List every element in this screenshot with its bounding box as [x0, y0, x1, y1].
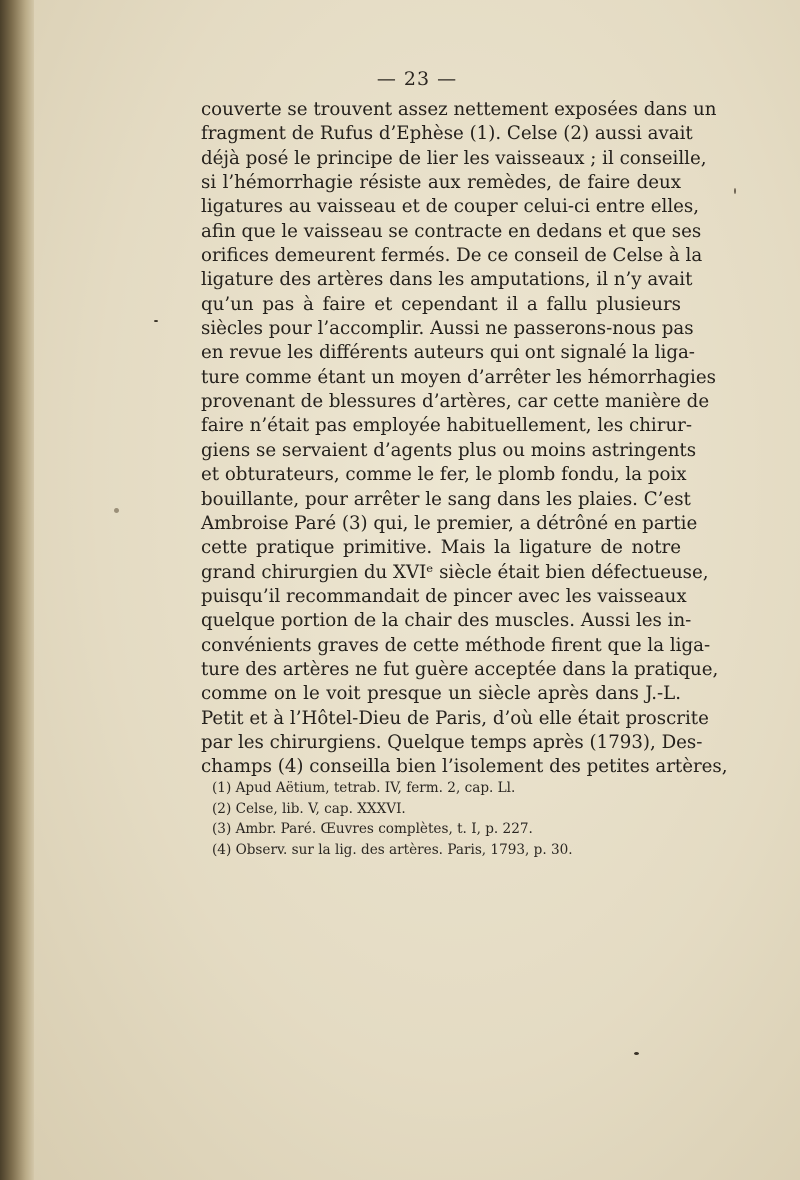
paper-speck: [734, 188, 736, 194]
text-line: orifices demeurent fermés. De ce conseil de Celse à la: [201, 245, 703, 267]
text-line: quelque portion de la chair des muscles. Aussi les in-: [201, 610, 692, 632]
text-line: Ambroise Paré (3) qui, le premier, a détrôné en partie: [201, 512, 698, 534]
text-line: ligatures au vaisseau et de couper celui-ci entre elles,: [201, 196, 700, 218]
text-line: grand chirurgien du XVIᵉ siècle était bien défectueuse,: [201, 561, 709, 583]
text-line: siècles pour l’accomplir. Aussi ne passerons-nous pas: [201, 318, 694, 340]
book-page: [34, 0, 800, 1180]
paper-speck: [154, 320, 158, 322]
text-line: Petit et à l’Hôtel-Dieu de Paris, d’où elle était proscrite: [201, 707, 709, 729]
text-line: ligature des artères dans les amputations, il n’y avait: [201, 269, 693, 291]
text-line: en revue les différents auteurs qui ont signalé la liga-: [201, 342, 695, 364]
text-line: provenant de blessures d’artères, car cette manière de: [201, 391, 710, 413]
footnotes: [212, 778, 682, 860]
text-line: bouillante, pour arrêter le sang dans les plaies. C’est: [201, 488, 691, 510]
text-line: puisqu’il recommandait de pincer avec les vaisseaux: [201, 585, 687, 607]
text-line: cette pratique primitive. Mais la ligature de notre: [201, 537, 681, 559]
scan-binding-edge: [0, 0, 34, 1180]
paper-speck: [114, 508, 119, 513]
text-line: convénients graves de cette méthode firent que la liga-: [201, 634, 711, 656]
text-line: déjà posé le principe de lier les vaisseaux ; il conseille,: [201, 147, 707, 169]
footnote: (2) Celse, lib. V, cap. XXXVI.: [212, 800, 406, 817]
text-line: couverte se trouvent assez nettement exposées dans un: [201, 99, 717, 120]
text-line: si l’hémorrhagie résiste aux remèdes, de faire deux: [201, 172, 681, 194]
footnote: (3) Ambr. Paré. Œuvres complètes, t. I, p. 227.: [212, 821, 533, 837]
text-line: qu’un pas à faire et cependant il a fallu plusieurs: [201, 293, 681, 315]
text-line: champs (4) conseilla bien l’isolement des petites artères,: [201, 756, 728, 778]
text-line: ture comme étant un moyen d’arrêter les hémorrhagies: [201, 366, 716, 388]
footnote: (1) Apud Aëtium, tetrab. IV, ferm. 2, cap. Ll.: [212, 780, 516, 796]
page-number: — 23 —: [376, 68, 458, 90]
text-line: ture des artères ne fut guère acceptée dans la pratique,: [201, 658, 719, 680]
text-line: par les chirurgiens. Quelque temps après (1793), Des-: [201, 731, 703, 753]
text-line: et obturateurs, comme le fer, le plomb fondu, la poix: [201, 464, 687, 486]
text-line: comme on le voit presque un siècle après dans J.-L.: [201, 683, 681, 705]
text-line: faire n’était pas employée habituellement, les chirur-: [201, 415, 693, 437]
footnote: (4) Observ. sur la lig. des artères. Paris, 1793, p. 30.: [212, 841, 573, 858]
body-text: [201, 98, 728, 780]
paper-speck: [634, 1052, 639, 1055]
text-line: afin que le vaisseau se contracte en dedans et que ses: [201, 220, 702, 242]
text-line: giens se servaient d’agents plus ou moins astringents: [201, 439, 697, 461]
text-line: fragment de Rufus d’Ephèse (1). Celse (2) aussi avait: [201, 123, 693, 145]
